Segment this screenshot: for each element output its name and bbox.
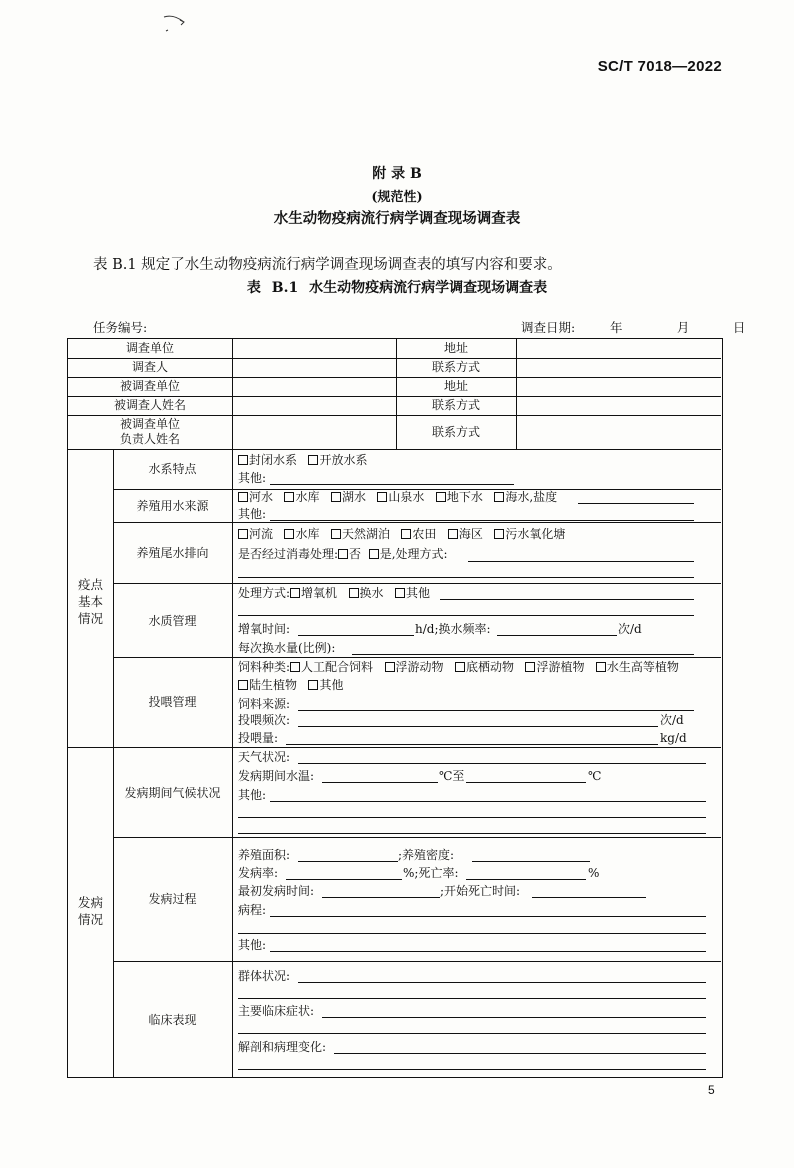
disinfection-method-input-2[interactable] [238, 577, 694, 578]
mortality-input[interactable] [466, 879, 586, 880]
feeding-frequency-label: 投喂频次: [238, 713, 291, 727]
percent-unit: % [588, 866, 600, 880]
water-system-other-label: 其他: [238, 471, 267, 485]
aquatic-plant-checkbox[interactable] [596, 662, 606, 672]
water-system-other-input[interactable] [270, 484, 514, 485]
mortality-label: %;死亡率: [403, 866, 459, 880]
groundwater-checkbox[interactable] [436, 492, 446, 502]
surveyed-unit-label: 被调查单位 [119, 379, 180, 393]
standard-number: SC/T 7018—2022 [597, 58, 722, 75]
spring-checkbox[interactable] [377, 492, 387, 502]
farming-area-input[interactable] [298, 861, 398, 862]
water-system-label: 水系特点 [148, 462, 197, 476]
day-label: 日 [732, 320, 746, 335]
reservoir-checkbox[interactable] [284, 492, 294, 502]
farming-area-label: 养殖面积: [238, 848, 291, 862]
water-temp-to-input[interactable] [466, 782, 586, 783]
morbidity-label: 发病率: [238, 866, 279, 880]
wastewater-options: 河流 水库 天然湖泊 农田 海区 污水氧化塘 [238, 527, 565, 542]
wastewater-label: 养殖尾水排向 [136, 546, 209, 560]
oxidation-pond-checkbox[interactable] [494, 529, 504, 539]
survey-form-table [67, 338, 723, 1078]
treatment-other-input[interactable] [440, 599, 694, 600]
weather-input[interactable] [298, 763, 706, 764]
clinical-label: 临床表现 [148, 1013, 197, 1027]
clinical-symptoms-label: 主要临床症状: [238, 1004, 315, 1018]
aeration-time-label: 增氧时间: [238, 622, 291, 636]
aeration-unit: h/d;换水频率: [415, 622, 491, 636]
clinical-symptoms-input[interactable] [322, 1017, 706, 1018]
section-basic-info: 疫点 基本 情况 [77, 577, 103, 626]
water-source-other-label: 其他: [238, 507, 267, 521]
exchange-amount-input[interactable] [352, 654, 694, 655]
salinity-input[interactable] [578, 503, 694, 504]
disinfection-question: 是否经过消毒处理: 否 是,处理方式: [238, 547, 448, 561]
treatment-extra-input[interactable] [238, 615, 694, 616]
river-flow-checkbox[interactable] [238, 529, 248, 539]
disease-course-label: 病程: [238, 903, 267, 917]
disinfect-yes-checkbox[interactable] [369, 549, 379, 559]
water-temperature-label: 发病期间水温: [238, 769, 315, 783]
first-death-input[interactable] [532, 897, 646, 898]
climate-other-input-3[interactable] [238, 833, 706, 834]
degree-unit: ℃ [588, 769, 602, 783]
lake-checkbox[interactable] [331, 492, 341, 502]
first-onset-label: 最初发病时间: [238, 884, 315, 898]
appendix-type: (规范性) [371, 190, 423, 205]
feeding-frequency-input[interactable] [298, 726, 658, 727]
appendix-title: 附 录 B [372, 166, 422, 182]
river-checkbox[interactable] [238, 492, 248, 502]
weather-label: 天气状况: [238, 750, 291, 764]
feeding-amount-unit: kg/d [660, 731, 687, 745]
aerator-checkbox[interactable] [290, 588, 300, 598]
climate-label: 发病期间气候状况 [124, 786, 221, 800]
seawater-checkbox[interactable] [494, 492, 504, 502]
water-source-options: 河水 水库 湖水 山泉水 地下水 海水,盐度 [238, 490, 557, 505]
climate-other-label: 其他: [238, 788, 267, 802]
section-disease-info: 发病 情况 [77, 895, 103, 927]
treatment-other-checkbox[interactable] [395, 588, 405, 598]
exchange-amount-label: 每次换水量(比例): [238, 641, 336, 655]
first-death-label: ;开始死亡时间: [440, 884, 521, 898]
sea-area-checkbox[interactable] [448, 529, 458, 539]
feeding-amount-label: 投喂量: [238, 731, 279, 745]
feeding-label: 投喂管理 [148, 695, 197, 709]
intro-text: 表 B.1 规定了水生动物疫病流行病学调查现场调查表的填写内容和要求。 [93, 257, 562, 273]
compound-feed-checkbox[interactable] [290, 662, 300, 672]
zooplankton-checkbox[interactable] [385, 662, 395, 672]
closed-water-checkbox[interactable] [238, 455, 248, 465]
contact-label: 联系方式 [431, 360, 480, 374]
course-other-label: 其他: [238, 938, 267, 952]
surveyor-label: 调查人 [131, 360, 168, 374]
survey-unit-label: 调查单位 [125, 341, 174, 355]
contact-label-3: 联系方式 [431, 425, 480, 439]
climate-other-input[interactable] [270, 801, 706, 802]
temperature-to-label: ℃至 [439, 769, 465, 783]
group-status-input[interactable] [298, 982, 706, 983]
month-label: 月 [676, 320, 690, 335]
water-system-options: 封闭水系 开放水系 [238, 453, 367, 468]
clinical-symptoms-input-2[interactable] [238, 1033, 706, 1034]
water-source-other-input[interactable] [270, 520, 694, 521]
survey-date [521, 318, 765, 336]
reservoir-out-checkbox[interactable] [284, 529, 294, 539]
feed-source-label: 饲料来源: [238, 697, 291, 711]
feed-source-input[interactable] [298, 710, 694, 711]
group-status-label: 群体状况: [238, 969, 291, 983]
feed-type-options: 饲料种类: 人工配合饲料 浮游动物 底栖动物 浮游植物 水生高等植物 [238, 660, 679, 674]
address-label-2: 地址 [443, 379, 468, 393]
water-change-checkbox[interactable] [349, 588, 359, 598]
course-other-input[interactable] [270, 951, 706, 952]
survey-date-label: 调查日期: [521, 320, 576, 335]
water-quality-label: 水质管理 [148, 614, 197, 628]
disease-course-input[interactable] [270, 916, 706, 917]
terrestrial-plant-checkbox[interactable] [238, 680, 248, 690]
table-caption: 表 B.1 水生动物疫病流行病学调查现场调查表 [246, 280, 548, 296]
first-onset-input[interactable] [322, 897, 440, 898]
water-temp-from-input[interactable] [322, 782, 438, 783]
scan-mark [162, 14, 188, 34]
feeding-frequency-unit: 次/d [660, 713, 684, 727]
open-water-checkbox[interactable] [308, 455, 318, 465]
disease-course-input-2[interactable] [238, 933, 706, 934]
density-label: ;养殖密度: [398, 848, 455, 862]
morbidity-input[interactable] [286, 879, 402, 880]
feed-type-options-2: 陆生植物 其他 [238, 678, 343, 693]
exchange-frequency-unit: 次/d [618, 622, 642, 636]
address-label: 地址 [443, 341, 468, 355]
aeration-time-input[interactable] [298, 635, 414, 636]
task-number-label: 任务编号: [93, 320, 148, 335]
pathology-input-2[interactable] [238, 1069, 706, 1070]
page-number: 5 [708, 1083, 715, 1097]
exchange-frequency-input[interactable] [497, 635, 617, 636]
group-status-input-2[interactable] [238, 998, 706, 999]
feed-other-checkbox[interactable] [308, 680, 318, 690]
water-source-label: 养殖用水来源 [136, 499, 209, 513]
disinfect-no-checkbox[interactable] [338, 549, 348, 559]
farmland-checkbox[interactable] [401, 529, 411, 539]
benthos-checkbox[interactable] [455, 662, 465, 672]
surveyed-person-label: 被调查人姓名 [113, 398, 186, 412]
pathology-input[interactable] [334, 1053, 706, 1054]
pathology-label: 解剖和病理变化: [238, 1040, 327, 1054]
natural-lake-checkbox[interactable] [331, 529, 341, 539]
water-treatment-options: 处理方式: 增氧机 换水 其他 [238, 586, 430, 600]
course-label: 发病过程 [148, 892, 197, 906]
climate-other-input-2[interactable] [238, 817, 706, 818]
phytoplankton-checkbox[interactable] [525, 662, 535, 672]
density-input[interactable] [472, 861, 590, 862]
year-label: 年 [609, 320, 623, 335]
appendix-name: 水生动物疫病流行病学调查现场调查表 [273, 210, 521, 227]
unit-head-label: 被调查单位 负责人姓名 [119, 417, 180, 446]
contact-label-2: 联系方式 [431, 398, 480, 412]
feeding-amount-input[interactable] [286, 744, 658, 745]
disinfection-method-input[interactable] [468, 561, 694, 562]
